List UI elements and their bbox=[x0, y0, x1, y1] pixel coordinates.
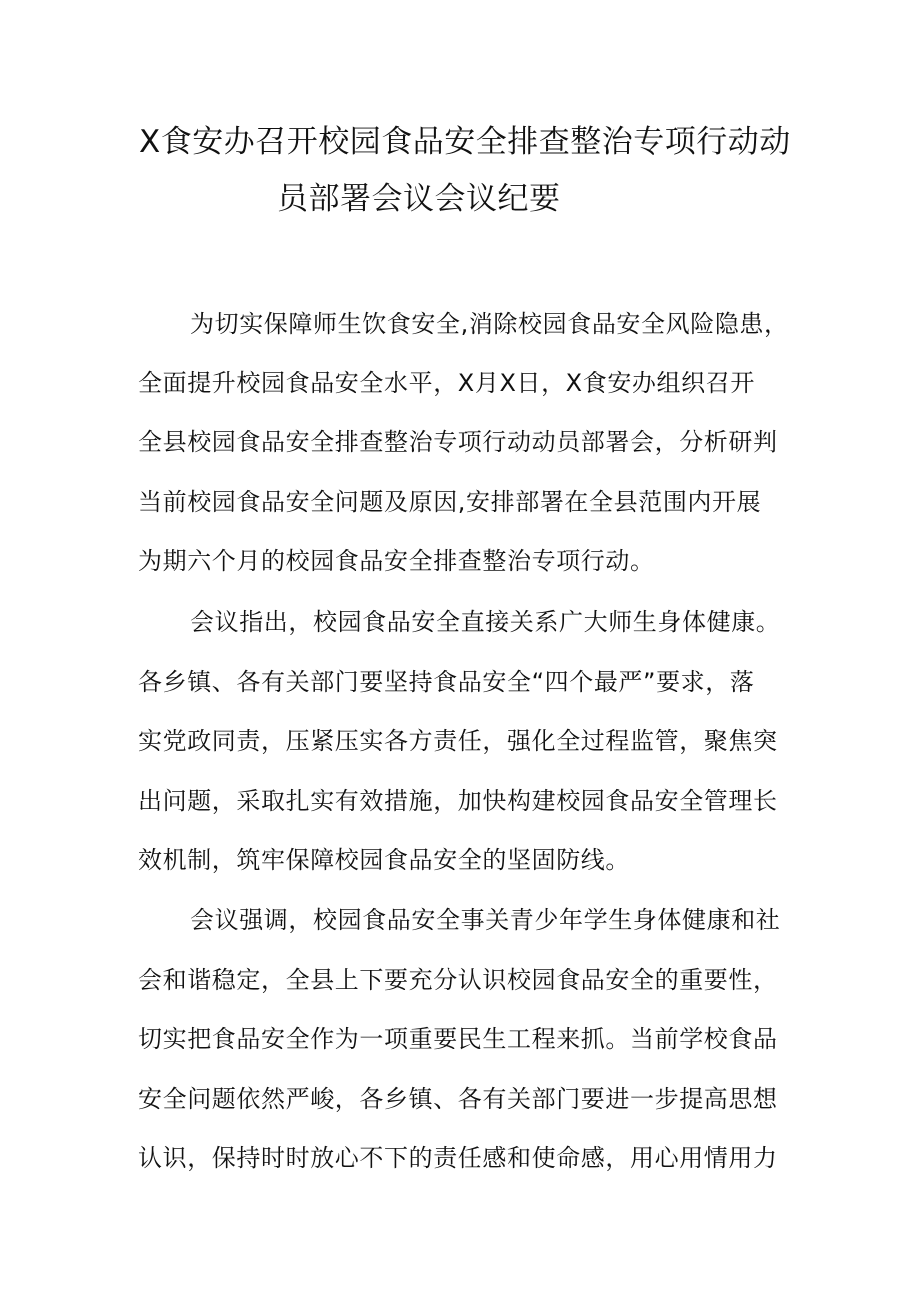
paragraph-2-line-2: 各乡镇、各有关部门要坚持食品安全“四个最严”要求，落 bbox=[138, 668, 755, 696]
paragraph-2-line-3: 实党政同责，压紧压实各方责任，强化全过程监管，聚焦突 bbox=[138, 727, 778, 755]
paragraph-1-line-2: 全面提升校园食品安全水平，X月X日，X食安办组织召开 bbox=[138, 369, 755, 397]
paragraph-3-line-4: 安全问题依然严峻，各乡镇、各有关部门要进一步提高思想 bbox=[138, 1085, 778, 1113]
paragraph-3-line-2: 会和谐稳定，全县上下要充分认识校园食品安全的重要性， bbox=[138, 966, 778, 994]
paragraph-1-line-4: 当前校园食品安全问题及原因,安排部署在全县范围内开展 bbox=[138, 488, 762, 516]
paragraph-3-line-3: 切实把食品安全作为一项重要民生工程来抓。当前学校食品 bbox=[138, 1025, 778, 1053]
document-title-line-2: 员部署会议会议纪要 bbox=[277, 181, 561, 217]
paragraph-3-line-5: 认识，保持时时放心不下的责任感和使命感，用心用情用力 bbox=[138, 1144, 778, 1172]
paragraph-1-line-5: 为期六个月的校园食品安全排查整治专项行动。 bbox=[138, 547, 655, 575]
paragraph-3-line-1: 会议强调，校园食品安全事关青少年学生身体健康和社 bbox=[190, 906, 781, 934]
paragraph-2-line-4: 出问题，采取扎实有效措施，加快构建校园食品安全管理长 bbox=[138, 787, 778, 815]
document-title-line-1: X食安办召开校园食品安全排查整治专项行动动 bbox=[139, 124, 791, 160]
paragraph-1-line-3: 全县校园食品安全排查整治专项行动动员部署会，分析研判 bbox=[138, 428, 778, 456]
paragraph-2-line-1: 会议指出，校园食品安全直接关系广大师生身体健康。 bbox=[190, 608, 781, 636]
paragraph-2-line-5: 效机制，筑牢保障校园食品安全的坚固防线。 bbox=[138, 846, 630, 874]
paragraph-1-line-1: 为切实保障师生饮食安全,消除校园食品安全风险隐患， bbox=[190, 310, 789, 338]
